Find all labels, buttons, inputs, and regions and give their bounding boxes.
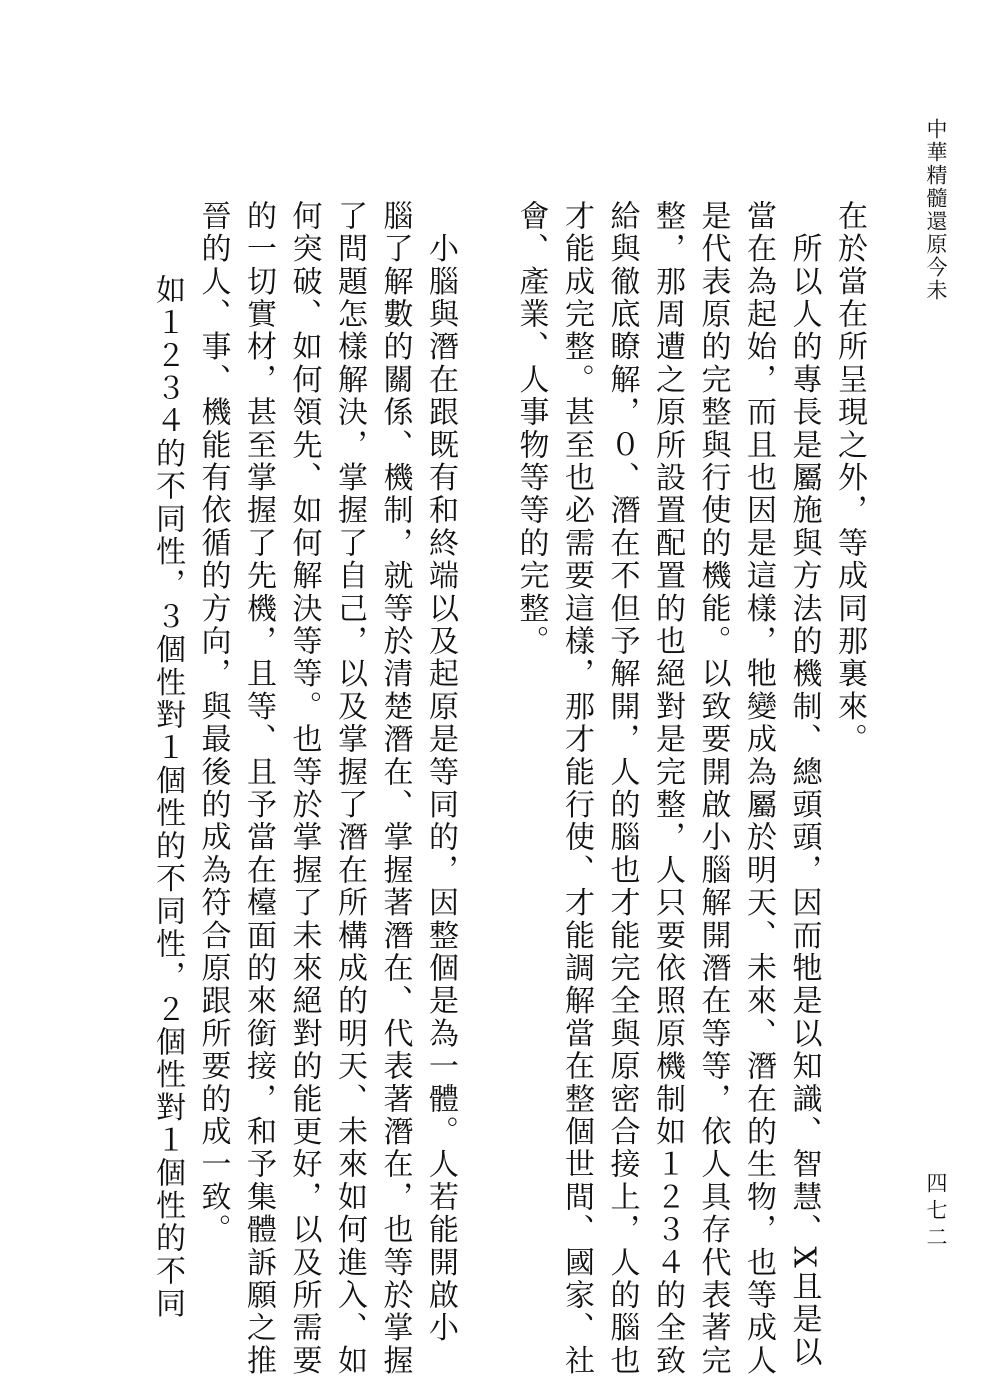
text-column: 如１２３４的不同性，３個性對１個性的不同性，２個性對１個性的不同 (150, 274, 185, 1321)
vertical-text-body (145, 200, 873, 1378)
text-column: 的一切實材，甚至掌握了先機，且等、且予當在檯面的來銜接，和予集體訴願之推 (241, 200, 276, 1378)
text-column: 了問題怎樣解決，掌握了自己，以及掌握了潛在所構成的明天、未來如何進入、如 (332, 200, 367, 1378)
paragraph-gap (463, 200, 508, 1310)
text-column: 才能成完整。甚至也必需要這樣，那才能行使、才能調解當在整個世間、國家、社 (559, 200, 594, 1378)
text-column: 在於當在所呈現之外，等成同那裏來。 (832, 200, 867, 756)
page-number: 四七二 (924, 1172, 948, 1253)
text-column: 小腦與潛在跟既有和終端以及起原是等同的，因整個是為一體。人若能開啟小 (423, 200, 458, 1345)
running-header: 中華精髓還原今未 (924, 118, 948, 302)
text-column: 當在為起始，而且也因是這樣，牠變成為屬於明天、未來、潛在的生物，也等成人 (741, 200, 776, 1378)
text-column: 給與徹底瞭解，０、潛在不但予解開，人的腦也才能完全與原密合接上，人的腦也 (604, 200, 640, 1378)
text-column: 整，那周遭之原所設置配置的也絕對是完整，人只要依照原機制如１２３４的全致 (650, 200, 685, 1378)
text-column: 是代表原的完整與行使的機能。以致要開啟小腦解開潛在等等，依人具存代表著完 (695, 200, 731, 1378)
text-column: 晉的人、事、機能有依循的方向，與最後的成為符合原跟所要的成一致。 (195, 200, 231, 1247)
text-column: 何突破、如何領先、如何解決等等。也等於掌握了未來絕對的能更好，以及所需要 (286, 200, 322, 1378)
text-column: 所以人的專長是屬施與方法的機制、總頭頭，因而牠是以知識、智慧、X且是以 (786, 200, 822, 1369)
text-column: 腦了解數的關係、機制，就等於清楚潛在、掌握著潛在、代表著潛在，也等於掌握 (377, 200, 413, 1378)
text-column: 會、產業、人事物等等的完整。 (513, 200, 549, 658)
